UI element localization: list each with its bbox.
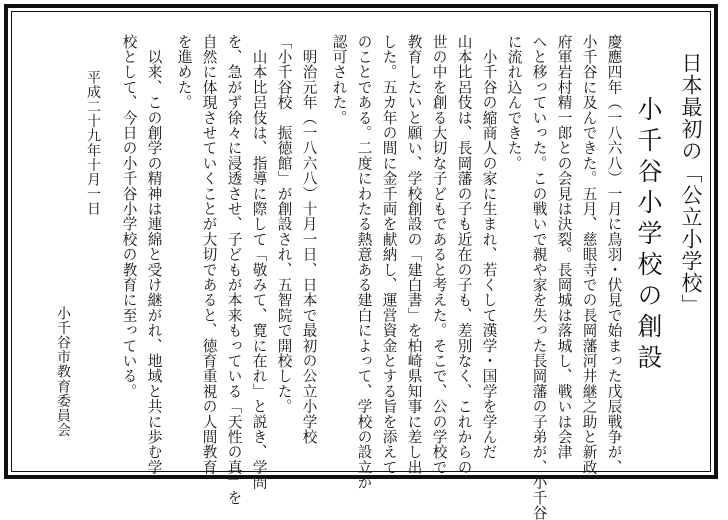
body-column-18: を進めた。 xyxy=(175,34,193,110)
title-line-2: 小千谷小学校の創設 xyxy=(634,96,663,375)
body-column-3: 府軍岩村精一郎との会見は決裂。長岡城は落城し、戦いは会津 xyxy=(555,34,573,460)
title-line-1: 日本最初の「公立小学校」 xyxy=(679,52,703,316)
body-column-20: 校として、今日の小千谷小学校の教育に至っている。 xyxy=(120,34,138,399)
body-column-2: 小千谷に及んできた。五月、慈眼寺での長岡藩河井継之助と新政 xyxy=(580,34,598,475)
body-column-10: した。五カ年の間に金千両を献納し、運営資金とする旨を添えて xyxy=(380,34,398,475)
body-column-12: 認可された。 xyxy=(330,34,348,126)
date: 平成二十九年十月一日 xyxy=(85,70,101,216)
body-column-9: 教育したいと願い、学校創設の「建白書」を柏崎県知事に差し出 xyxy=(405,34,423,475)
body-column-14: 「小千谷校 振徳館」が創設され、五智院で開校した。 xyxy=(275,34,293,414)
body-column-15: 山本比呂伎は、指導に際して「敬みて、寛に在れ」と説き、学問 xyxy=(250,34,268,490)
body-column-19: 以来、この創学の精神は連綿と受け継がれ、地域と共に歩む学 xyxy=(145,34,163,475)
body-column-17: 自然に体現させていくことが大切であると、徳育重視の人間教育 xyxy=(200,34,218,475)
body-column-7: 山本比呂伎は、長岡藩の子も近在の子も、差別なく、これからの xyxy=(455,34,473,475)
body-column-13: 明治元年（一八六八）十月一日、日本で最初の公立小学校 xyxy=(300,34,318,445)
body-column-16: を、急がず徐々に浸透させ、子どもが本来もっている「天性の真」を xyxy=(225,34,243,506)
issuer-signature: 小千谷市教育委員会 xyxy=(55,306,71,438)
body-column-1: 慶應四年（一八六八）一月に鳥羽・伏見で始まった戊辰戦争が、 xyxy=(605,34,623,475)
body-column-11: のことである。二度にわたる熱意ある建白によって、学校の設立が xyxy=(355,34,373,490)
body-column-4: へと移っていった。この戦いで親や家を失った長岡藩の子弟が、小千谷 xyxy=(530,34,548,520)
body-column-8: 世の中を創る大切な子どもであると考えた。そこで、公の学校で xyxy=(430,34,448,475)
body-column-6: 小千谷の縮商人の家に生まれ、若くして漢学・国学を学んだ xyxy=(480,34,498,460)
body-column-5: に流れ込んできた。 xyxy=(505,34,523,171)
